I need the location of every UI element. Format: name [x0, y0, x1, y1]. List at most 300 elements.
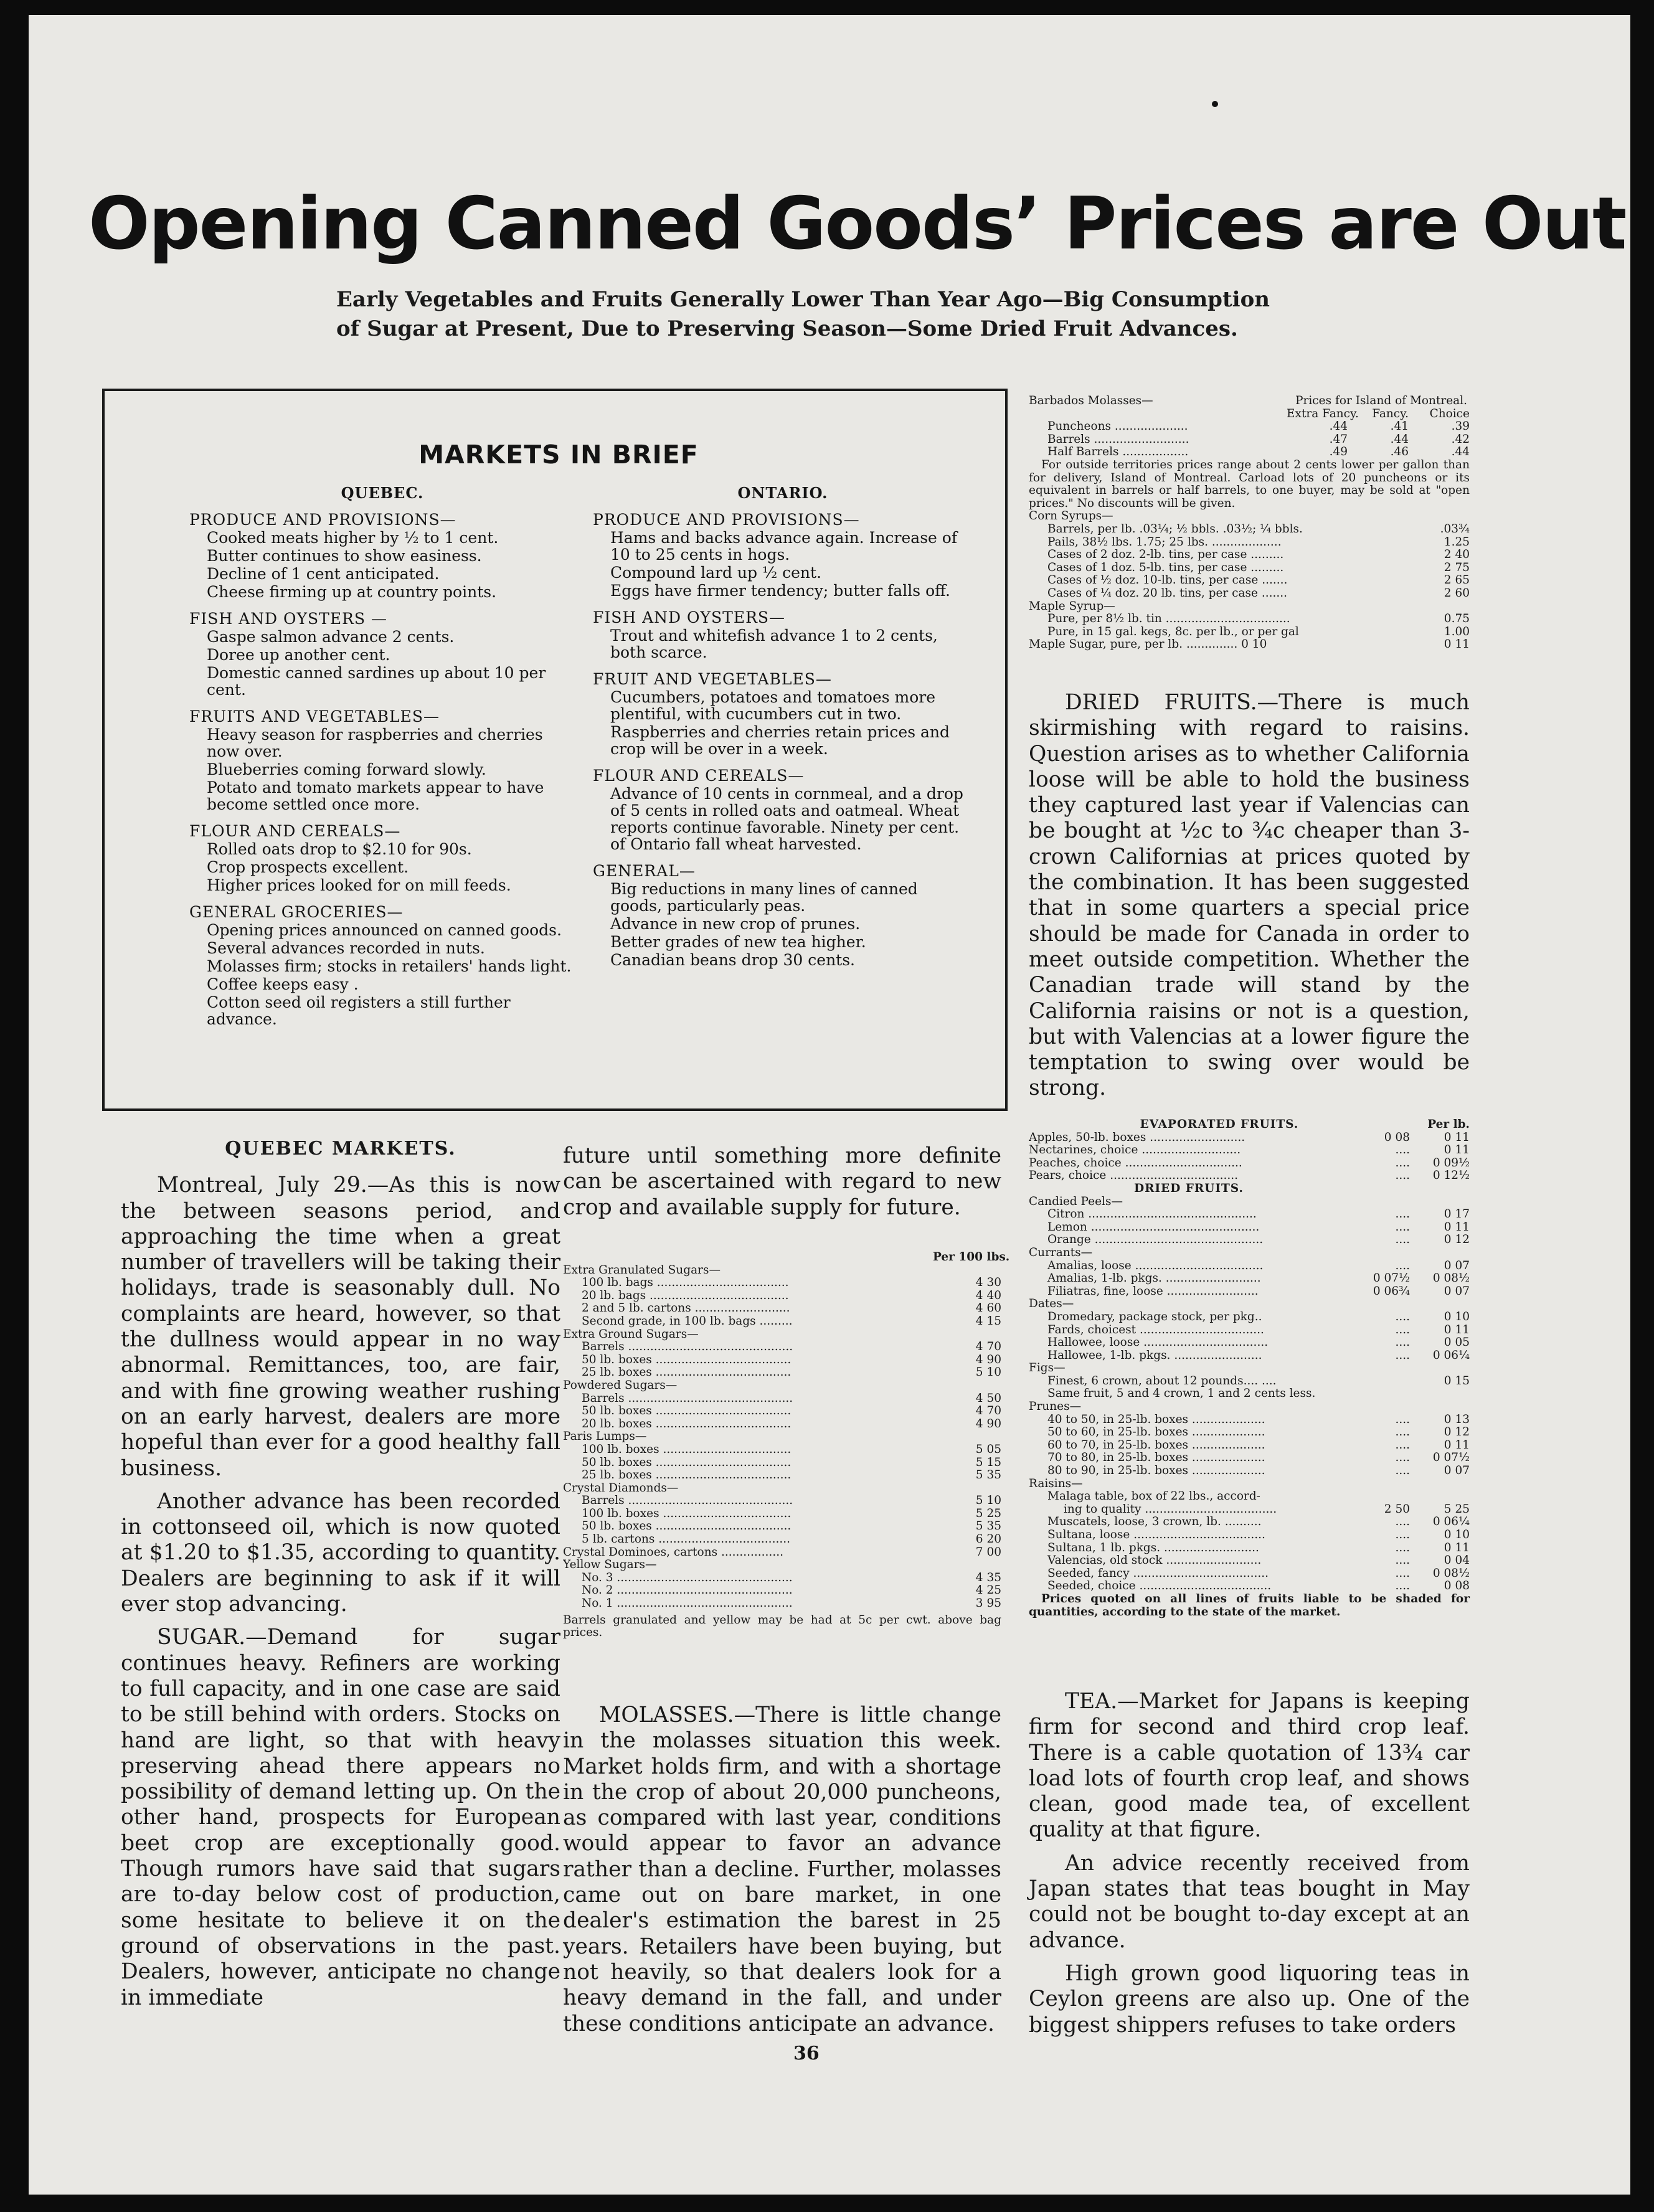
brief-item: Cotton seed oil registers a still further advance.: [207, 993, 511, 1028]
fruit-row: [1029, 1132, 1470, 1145]
molasses-price: .42: [1451, 432, 1470, 446]
fruit-label: 80 to 90, in 25-lb. boxes ....................: [1047, 1465, 1265, 1478]
brief-item: Big reductions in many lines of canned goods, particularly peas.: [610, 880, 918, 915]
brief-item: Trout and whitefish advance 1 to 2 cents, both scarce.: [610, 626, 938, 661]
sugar-price: [933, 1264, 1001, 1277]
sugar-label: 100 lb. boxes ...................................: [582, 1507, 792, 1520]
syrup-label: Barrels, per lb. .03¼; ½ bbls. .03½; ¼ bbls.: [1047, 522, 1303, 536]
syrup-label: Cases of 2 doz. 2-lb. tins, per case .........: [1047, 549, 1284, 562]
fruit-label: Amalias, 1-lb. pkgs. ..........................: [1047, 1272, 1261, 1285]
sugar-paragraph: SUGAR.—Demand for sugar continues heavy. Refiners are working to full capacity, and in one case are said to be still behind with orders. Stocks on hand are light, so that with heavy preserving ahead there appears no possibility of demand letting up. On the other hand, prospects for European beet crop are exceptionally good. Though rumors have said that sugars are to-day below cost of production, some hesitate to believe it on the ground of observations in the past. Dealers, however, anticipate no change in immediate: [121, 1625, 560, 2010]
fruit-price-low: [1349, 1298, 1410, 1311]
fruit-price-high: 0 12½: [1432, 1169, 1470, 1183]
sugar-row: [563, 1469, 1001, 1482]
syrup-row: [1029, 600, 1470, 613]
sugar-row: [563, 1584, 1001, 1597]
sugar-label: No. 2 ................................................: [582, 1584, 793, 1597]
fruit-price-high: 0 04: [1444, 1554, 1470, 1567]
sugar-price: 4 90: [975, 1417, 1001, 1430]
sugar-label: Crystal Diamonds—: [563, 1482, 679, 1495]
sugar-price: 5 35: [975, 1468, 1001, 1482]
fruit-row: [1029, 1490, 1470, 1503]
syrup-label: Pure, in 15 gal. kegs, 8c. per lb., or per gal: [1047, 625, 1299, 638]
sugar-row: [563, 1495, 1001, 1508]
fruit-price-low: ....: [1395, 1323, 1410, 1336]
sugar-label: No. 3 ................................................: [582, 1571, 793, 1584]
brief-section-title: FLOUR AND CEREALS—: [189, 822, 401, 840]
brief-item: Coffee keeps easy .: [207, 975, 359, 993]
fruit-price-low: ....: [1395, 1143, 1410, 1157]
sugar-row: [563, 1354, 1001, 1367]
syrup-row: [1029, 562, 1470, 575]
molasses-table-title: Barbados Molasses— Prices for Island of Montreal.: [1029, 394, 1467, 407]
sugar-row: [563, 1405, 1001, 1418]
sugar-label: 25 lb. boxes .....................................: [582, 1366, 792, 1379]
sugar-table-header: [563, 1250, 1010, 1264]
fruit-row: [1029, 1401, 1470, 1414]
molasses-col-head: Choice: [1429, 407, 1470, 420]
fruit-label: Filiatras, fine, loose .........................: [1047, 1285, 1259, 1298]
fruit-price-high: 0 07½: [1432, 1451, 1470, 1465]
molasses-label: Barrels ..........................: [1047, 433, 1189, 446]
sugar-label: 50 lb. boxes .....................................: [582, 1456, 792, 1469]
sugar-label: Crystal Dominoes, cartons .................: [563, 1546, 783, 1559]
sugar-row: [563, 1341, 1001, 1354]
brief-section-title: GENERAL GROCERIES—: [189, 903, 404, 921]
fruit-label: Sultana, 1 lb. pkgs. ..........................: [1047, 1541, 1259, 1554]
brief-section-title: FISH AND OYSTERS —: [189, 610, 387, 628]
fruit-row: [1029, 1387, 1470, 1401]
sugar-row: [563, 1315, 1001, 1328]
sugar-note: Barrels granulated and yellow may be had at 5c per cwt. above bag prices.: [563, 1613, 1001, 1640]
fruit-label: Same fruit, 5 and 4 crown, 1 and 2 cents less.: [1047, 1387, 1316, 1401]
fruit-price-high: 0 08½: [1432, 1566, 1470, 1580]
brief-item: Cheese firming up at country points.: [207, 583, 497, 601]
fruit-price-high: 0 06¼: [1432, 1348, 1470, 1362]
brief-section-title: FLOUR AND CEREALS—: [593, 767, 805, 785]
syrup-label: Pails, 38½ lbs. 1.75; 25 lbs. ...................: [1047, 536, 1282, 549]
fruit-price-high: 0 06¼: [1432, 1515, 1470, 1529]
fruit-label: Citron ..............................................: [1047, 1208, 1257, 1221]
molasses-row: [1029, 433, 1470, 447]
fruit-price-low: [1349, 1490, 1410, 1503]
brief-item: Canadian beans drop 30 cents.: [610, 951, 856, 969]
tea-paragraph: High grown good liquoring teas in Ceylon greens are also up. One of the biggest shippers refuses to take orders: [1029, 1960, 1470, 2038]
fruit-price-high: 0 13: [1444, 1412, 1470, 1426]
fruit-price-low: [1349, 1196, 1410, 1209]
headline: Opening Canned Goods’ Prices are Out: [88, 182, 1626, 266]
sugar-price-table: [563, 1250, 1010, 1640]
brief-item: Raspberries and cherries retain prices and crop will be over in a week.: [610, 723, 950, 758]
fruit-price-high: 0 17: [1444, 1208, 1470, 1221]
fruit-row: [1029, 1465, 1470, 1478]
fruit-price-high: [1410, 1478, 1470, 1491]
middle-column: [563, 1143, 1001, 1221]
fruit-price-low: ....: [1395, 1310, 1410, 1323]
sugar-row: [563, 1366, 1001, 1379]
sugar-price: 4 70: [975, 1340, 1001, 1354]
sugar-row: [563, 1444, 1001, 1457]
brief-item: Advance in new crop of prunes.: [610, 915, 861, 933]
molasses-price: .49: [1329, 445, 1348, 459]
fruit-label: Amalias, loose ...................................: [1047, 1259, 1264, 1272]
article-paragraph: future until something more definite can be ascertained with regard to new crop and available supply for future.: [563, 1143, 1001, 1220]
molasses-price: .44: [1390, 432, 1409, 446]
fruit-price-high: 0 09½: [1432, 1156, 1470, 1170]
syrup-price: 2 75: [1444, 560, 1470, 574]
brief-item: Gaspe salmon advance 2 cents.: [207, 628, 455, 646]
brief-ontario-heading: ONTARIO.: [737, 484, 828, 502]
fruit-price-low: ....: [1395, 1464, 1410, 1478]
fruit-row: [1029, 1516, 1470, 1529]
syrup-row: [1029, 626, 1470, 639]
fruit-price-high: 0 07: [1444, 1259, 1470, 1272]
fruit-label: Valencias, old stock ..........................: [1047, 1554, 1262, 1567]
fruit-label: Raisins—: [1029, 1477, 1083, 1490]
sugar-price: 5 10: [975, 1366, 1001, 1379]
sugar-label: 20 lb. bags ......................................: [582, 1289, 789, 1302]
sugar-price: 4 50: [975, 1391, 1001, 1405]
fruit-price-low: [1349, 1362, 1410, 1375]
fruit-label: 60 to 70, in 25-lb. boxes ....................: [1047, 1439, 1265, 1452]
molasses-note: For outside territories prices range about 2 cents lower per gallon than for delivery, Island of Montreal. Carload lots of 20 puncheons or its equivalent in barrels or half barrels, to one buyer, may be sold at "open prices." No discounts will be given.: [1029, 458, 1470, 510]
fruit-label: Dates—: [1029, 1298, 1074, 1311]
markets-in-brief-box: [102, 389, 1008, 1111]
sugar-label: Paris Lumps—: [563, 1430, 647, 1444]
deck-subheadline: Early Vegetables and Fruits Generally Lower Than Year Ago—Big Consumption of Sugar at Present, Due to Preserving Season—Some Dried Fruit Advances.: [336, 287, 1270, 341]
fruit-price-high: [1410, 1298, 1470, 1311]
tea-column: [1029, 1689, 1470, 2038]
fruit-label: Candied Peels—: [1029, 1195, 1123, 1208]
fruit-price-high: [1410, 1247, 1470, 1260]
fruit-price-high: 0 12: [1444, 1425, 1470, 1439]
brief-item: Advance of 10 cents in cornmeal, and a drop of 5 cents in rolled oats and oatmeal. Wheat reports continue favorable. Ninety per cent. of Ontario fall wheat harvested.: [610, 785, 963, 853]
molasses-col-head: Extra Fancy.: [1287, 407, 1359, 420]
fruit-label: Pears, choice ...................................: [1029, 1170, 1239, 1183]
sugar-label: Powdered Sugars—: [563, 1379, 678, 1392]
fruit-price-high: 0 15: [1444, 1374, 1470, 1387]
fruit-price-low: ....: [1395, 1336, 1410, 1349]
dried-fruits-paragraph: DRIED FRUITS.—There is much skirmishing with regard to raisins. Question arises as to whether California loose will be able to hold the business they captured last year if Valencias can be bought at ½c to ¾c cheaper than 3-crown Californias at prices quoted by the combination. It has been suggested that in some quarters a special price should be made for Canada in order to meet outside competition. Whether the Canadian trade will stand by the California raisins or not is a question, but with Valencias at a lower figure the temptation to swing over would be strong.: [1029, 690, 1470, 1101]
sugar-label: No. 1 ................................................: [582, 1597, 793, 1610]
fruit-label: 70 to 80, in 25-lb. boxes ....................: [1047, 1452, 1265, 1465]
syrup-row: [1029, 574, 1470, 587]
page-number: 36: [793, 2043, 820, 2064]
fruit-row: [1029, 1234, 1470, 1247]
fruit-price-low: 0 08: [1384, 1130, 1410, 1144]
sugar-price: 4 60: [975, 1302, 1001, 1315]
sugar-price: 4 35: [975, 1571, 1001, 1584]
fruit-price-low: 0 07½: [1373, 1272, 1410, 1285]
fruit-price-table: [1029, 1118, 1470, 1619]
fruit-row: [1029, 1336, 1470, 1349]
fruit-row: [1029, 1260, 1470, 1273]
syrup-label: Cases of ½ doz. 10-lb. tins, per case .......: [1047, 574, 1288, 587]
brief-item: Compound lard up ½ cent.: [610, 564, 822, 582]
fruit-label: Nectarines, choice ...........................: [1029, 1144, 1241, 1157]
fruit-row: [1029, 1170, 1470, 1183]
sugar-label: 50 lb. boxes .....................................: [582, 1353, 792, 1366]
molasses-price: .46: [1390, 445, 1409, 459]
brief-item: Butter continues to show easiness.: [207, 547, 482, 565]
fruit-row: [1029, 1221, 1470, 1234]
sugar-label: 100 lb. boxes ...................................: [582, 1443, 792, 1456]
molasses-price: .41: [1390, 420, 1409, 433]
fruit-price-low: ....: [1395, 1528, 1410, 1541]
syrup-price: 0 11: [1444, 638, 1470, 651]
sugar-unit-label: Per 100 lbs.: [933, 1250, 1010, 1264]
fruit-price-low: ....: [1395, 1156, 1410, 1170]
brief-item: Doree up another cent.: [207, 646, 390, 664]
fruit-label: Malaga table, box of 22 lbs., accord-: [1047, 1490, 1260, 1503]
fruit-label: Fards, choicest ..................................: [1047, 1323, 1264, 1336]
fruit-row: [1029, 1272, 1470, 1285]
fruit-row: [1029, 1529, 1470, 1542]
sugar-row: [563, 1418, 1001, 1431]
fruit-label: 40 to 50, in 25-lb. boxes ....................: [1047, 1413, 1265, 1426]
fruit-row: [1029, 1580, 1470, 1593]
fruit-row: [1029, 1478, 1470, 1491]
brief-item: Cooked meats higher by ½ to 1 cent.: [207, 529, 499, 547]
sugar-price: 4 70: [975, 1404, 1001, 1418]
fruit-price-high: [1410, 1196, 1470, 1209]
fruit-row: [1029, 1554, 1470, 1567]
fruit-price-high: 0 11: [1444, 1541, 1470, 1554]
fruit-price-high: 0 05: [1444, 1336, 1470, 1349]
syrup-label: Cases of 1 doz. 5-lb. tins, per case .........: [1047, 561, 1284, 574]
fruit-row: [1029, 1362, 1470, 1375]
sugar-label: Barrels .............................................: [582, 1341, 793, 1354]
syrup-row: [1029, 587, 1470, 600]
molasses-paragraph: MOLASSES.—There is little change in the molasses situation this week. Market holds firm, and with a shortage in the crop of about 20,000 puncheons, as compared with last year, conditions would appear to favor an advance rather than a decline. Further, molasses came out on bare market, in one dealer's estimation the barest in 25 years. Retailers have been buying, but not heavily, so that dealers look for a heavy demand in the fall, and under these conditions anticipate an advance.: [563, 1703, 1001, 2036]
molasses-label: Puncheons ....................: [1047, 420, 1188, 433]
sugar-label: 20 lb. boxes .....................................: [582, 1417, 792, 1430]
sugar-row: [563, 1520, 1001, 1533]
sugar-row: [563, 1533, 1001, 1546]
fruit-label: Figs—: [1029, 1362, 1066, 1375]
syrup-label: Maple Syrup—: [1029, 600, 1115, 613]
sugar-row: [563, 1457, 1001, 1470]
fruit-price-low: 0 06¾: [1373, 1284, 1410, 1298]
sugar-row: [563, 1572, 1001, 1585]
molasses-price: .47: [1329, 432, 1348, 446]
brief-item: Cucumbers, potatoes and tomatoes more plentiful, with cucumbers cut in two.: [610, 688, 936, 723]
fruit-price-high: 0 11: [1444, 1220, 1470, 1234]
fruit-price-high: 0 12: [1444, 1233, 1470, 1247]
fruit-price-high: [1410, 1401, 1470, 1414]
sugar-label: Barrels .............................................: [582, 1392, 793, 1405]
fruit-row: [1029, 1426, 1470, 1439]
fruit-row: [1029, 1452, 1470, 1465]
fruit-price-low: [1349, 1247, 1410, 1260]
fruit-price-low: ....: [1395, 1208, 1410, 1221]
sugar-row: [563, 1264, 1001, 1277]
fruit-price-low: ....: [1395, 1220, 1410, 1234]
dried-fruits-column: [1029, 690, 1470, 1102]
fruit-label: Muscatels, loose, 3 crown, lb. ..........: [1047, 1516, 1262, 1529]
brief-item: Rolled oats drop to $2.10 for 90s.: [207, 840, 472, 858]
brief-section-title: FRUITS AND VEGETABLES—: [189, 707, 440, 726]
fruit-price-low: 2 50: [1384, 1502, 1410, 1516]
fruit-price-high: [1410, 1490, 1470, 1503]
fruit-price-high: 0 11: [1444, 1438, 1470, 1452]
fruit-price-high: 0 11: [1444, 1323, 1470, 1336]
sugar-price: 5 25: [975, 1506, 1001, 1520]
fruit-row: [1029, 1503, 1470, 1516]
brief-item: Better grades of new tea higher.: [610, 933, 866, 951]
fruit-label: Apples, 50-lb. boxes ..........................: [1029, 1131, 1245, 1144]
syrup-price: 2 60: [1444, 586, 1470, 600]
fruit-price-high: [1410, 1387, 1470, 1401]
syrup-label: Pure, per 8½ lb. tin ..................................: [1047, 613, 1290, 626]
fruit-price-high: 5 25: [1444, 1502, 1470, 1516]
syrup-row: [1029, 549, 1470, 562]
fruit-price-high: 0 10: [1444, 1310, 1470, 1323]
sugar-price: 5 10: [975, 1494, 1001, 1508]
syrup-price: [1409, 600, 1470, 613]
sugar-label: 5 lb. cartons ....................................: [582, 1533, 790, 1546]
brief-item: Several advances recorded in nuts.: [207, 939, 485, 957]
fruit-label: Seeded, fancy .....................................: [1047, 1567, 1269, 1580]
syrup-price: 0.75: [1444, 612, 1470, 626]
fruit-label: Hallowee, loose ..................................: [1047, 1336, 1269, 1349]
fruit-row: [1029, 1311, 1470, 1324]
fruit-label: Orange ..............................................: [1047, 1234, 1264, 1247]
dried-fruits-title: DRIED FRUITS.: [1134, 1182, 1244, 1195]
brief-item: Decline of 1 cent anticipated.: [207, 565, 440, 583]
sugar-price: 5 05: [975, 1442, 1001, 1456]
sugar-price: 7 00: [975, 1545, 1001, 1559]
brief-section-title: FISH AND OYSTERS—: [593, 608, 786, 626]
fruit-price-high: 0 10: [1444, 1528, 1470, 1541]
fruit-price-low: ....: [1395, 1541, 1410, 1554]
syrup-price: 1.25: [1444, 535, 1470, 549]
sugar-label: Second grade, in 100 lb. bags .........: [582, 1315, 793, 1328]
sugar-row: [563, 1290, 1001, 1303]
fruit-price-low: [1349, 1375, 1410, 1388]
fruit-label: Dromedary, package stock, per pkg..: [1047, 1310, 1262, 1323]
fruit-label: Lemon ..............................................: [1047, 1221, 1260, 1234]
brief-section-title: PRODUCE AND PROVISIONS—: [593, 511, 860, 529]
sugar-price: [933, 1482, 1001, 1495]
sugar-label: Barrels .............................................: [582, 1495, 793, 1508]
sugar-label: 2 and 5 lb. cartons ..........................: [582, 1302, 790, 1315]
quebec-markets-heading: QUEBEC MARKETS.: [225, 1138, 456, 1160]
fruit-price-low: ....: [1395, 1515, 1410, 1529]
sugar-label: 100 lb. bags ....................................: [582, 1277, 789, 1290]
syrup-row: [1029, 510, 1470, 523]
article-paragraph: Another advance has been recorded in cottonseed oil, which is now quoted at $1.20 to $1.35, according to quantity. Dealers are beginning to ask if it will ever stop advancing.: [121, 1488, 560, 1617]
syrup-price: 2 40: [1444, 548, 1470, 562]
fruit-row: [1029, 1285, 1470, 1298]
fruit-row: [1029, 1208, 1470, 1221]
fruit-price-high: 0 11: [1444, 1130, 1470, 1144]
sugar-row: [563, 1559, 1001, 1572]
fruit-price-low: ....: [1395, 1451, 1410, 1465]
brief-item: Domestic canned sardines up about 10 per cent.: [207, 664, 546, 699]
syrup-price: [1409, 510, 1470, 523]
fruit-note: Prices quoted on all lines of fruits liable to be shaded for quantities, according to the state of the market.: [1029, 1592, 1470, 1619]
sugar-label: 50 lb. boxes .....................................: [582, 1405, 792, 1418]
fruit-row: [1029, 1349, 1470, 1363]
fruit-price-low: ....: [1395, 1566, 1410, 1580]
brief-ontario-column: [593, 484, 973, 968]
sugar-price: 4 30: [975, 1276, 1001, 1290]
sugar-price: [933, 1379, 1001, 1392]
sugar-price: [933, 1328, 1001, 1341]
fruit-price-low: ....: [1395, 1169, 1410, 1183]
fruit-price-low: ....: [1395, 1233, 1410, 1247]
fruit-label: Prunes—: [1029, 1401, 1082, 1414]
fruit-row: [1029, 1247, 1470, 1260]
syrup-row: [1029, 613, 1470, 626]
fruit-price-low: ....: [1395, 1438, 1410, 1452]
fruit-price-low: ....: [1395, 1348, 1410, 1362]
brief-quebec-heading: QUEBEC.: [341, 484, 424, 502]
sugar-row: [563, 1597, 1001, 1610]
sugar-price: 5 35: [975, 1520, 1001, 1533]
fruit-row: [1029, 1144, 1470, 1157]
fruit-row: [1029, 1439, 1470, 1452]
molasses-row: [1029, 446, 1470, 459]
fruit-label: Hallowee, 1-lb. pkgs. ........................: [1047, 1349, 1262, 1362]
fruit-price-high: 0 07: [1444, 1284, 1470, 1298]
syrup-price: .03¾: [1440, 522, 1470, 536]
fruit-label: ing to quality ....................................: [1064, 1503, 1277, 1516]
molasses-row: [1029, 420, 1470, 433]
sugar-price: [933, 1430, 1001, 1444]
molasses-price-table: [1029, 395, 1470, 651]
dried-title-row: [1029, 1183, 1470, 1196]
sugar-label: 25 lb. boxes .....................................: [582, 1469, 792, 1482]
fruit-row: [1029, 1414, 1470, 1427]
fruit-price-low: [1349, 1478, 1410, 1491]
tea-paragraph: TEA.—Market for Japans is keeping firm for second and third crop leaf. There is a cable quotation of 13¾ car load lots of fourth crop leaf, and shows clean, good made tea, of excellent quality at that figure.: [1029, 1689, 1470, 1843]
sugar-row: [563, 1546, 1001, 1559]
brief-section-title: PRODUCE AND PROVISIONS—: [189, 511, 456, 529]
sugar-row: [563, 1302, 1001, 1315]
fruit-price-high: 0 08: [1444, 1579, 1470, 1593]
fruit-row: [1029, 1567, 1470, 1581]
fruit-row: [1029, 1298, 1470, 1311]
fruit-price-low: [1349, 1401, 1410, 1414]
molasses-column-headers: [1029, 408, 1470, 421]
fruit-label: Seeded, choice ....................................: [1047, 1580, 1272, 1593]
sugar-price: 5 15: [975, 1455, 1001, 1469]
fruit-price-low: ....: [1395, 1425, 1410, 1439]
sugar-row: [563, 1508, 1001, 1521]
molasses-price: .44: [1329, 420, 1348, 433]
newspaper-page: [29, 15, 1630, 2195]
fruit-price-low: ....: [1395, 1412, 1410, 1426]
fruit-row: [1029, 1324, 1470, 1337]
brief-item: Opening prices announced on canned goods.: [207, 921, 562, 939]
sugar-price: 4 40: [975, 1288, 1001, 1302]
sugar-price: 4 25: [975, 1584, 1001, 1597]
brief-item: Crop prospects excellent.: [207, 858, 409, 876]
article-paragraph: Montreal, July 29.—As this is now the between seasons period, and approaching the time when a great number of travellers will be taking their holidays, trade is seasonably dull. No complaints are heard, however, so that the dullness would appear in no way abnormal. Remittances, too, are fair, and with fine growing weather rushing on an early harvest, dealers are more hopeful than ever for a good healthy fall business.: [121, 1173, 560, 1481]
fruit-label: Peaches, choice ................................: [1029, 1156, 1242, 1170]
evap-title-row: EVAPORATED FRUITS. Per lb.: [1140, 1118, 1470, 1131]
sugar-label: 50 lb. boxes .....................................: [582, 1520, 792, 1533]
fruit-row: [1029, 1196, 1470, 1209]
brief-section-title: FRUIT AND VEGETABLES—: [593, 670, 832, 688]
syrup-label: Maple Sugar, pure, per lb. .............. 0 10: [1029, 638, 1267, 651]
fruit-price-low: ....: [1395, 1259, 1410, 1272]
syrup-label: Corn Syrups—: [1029, 510, 1113, 523]
syrup-label: Cases of ¼ doz. 20 lb. tins, per case .......: [1047, 587, 1288, 600]
sugar-price: [933, 1559, 1001, 1572]
